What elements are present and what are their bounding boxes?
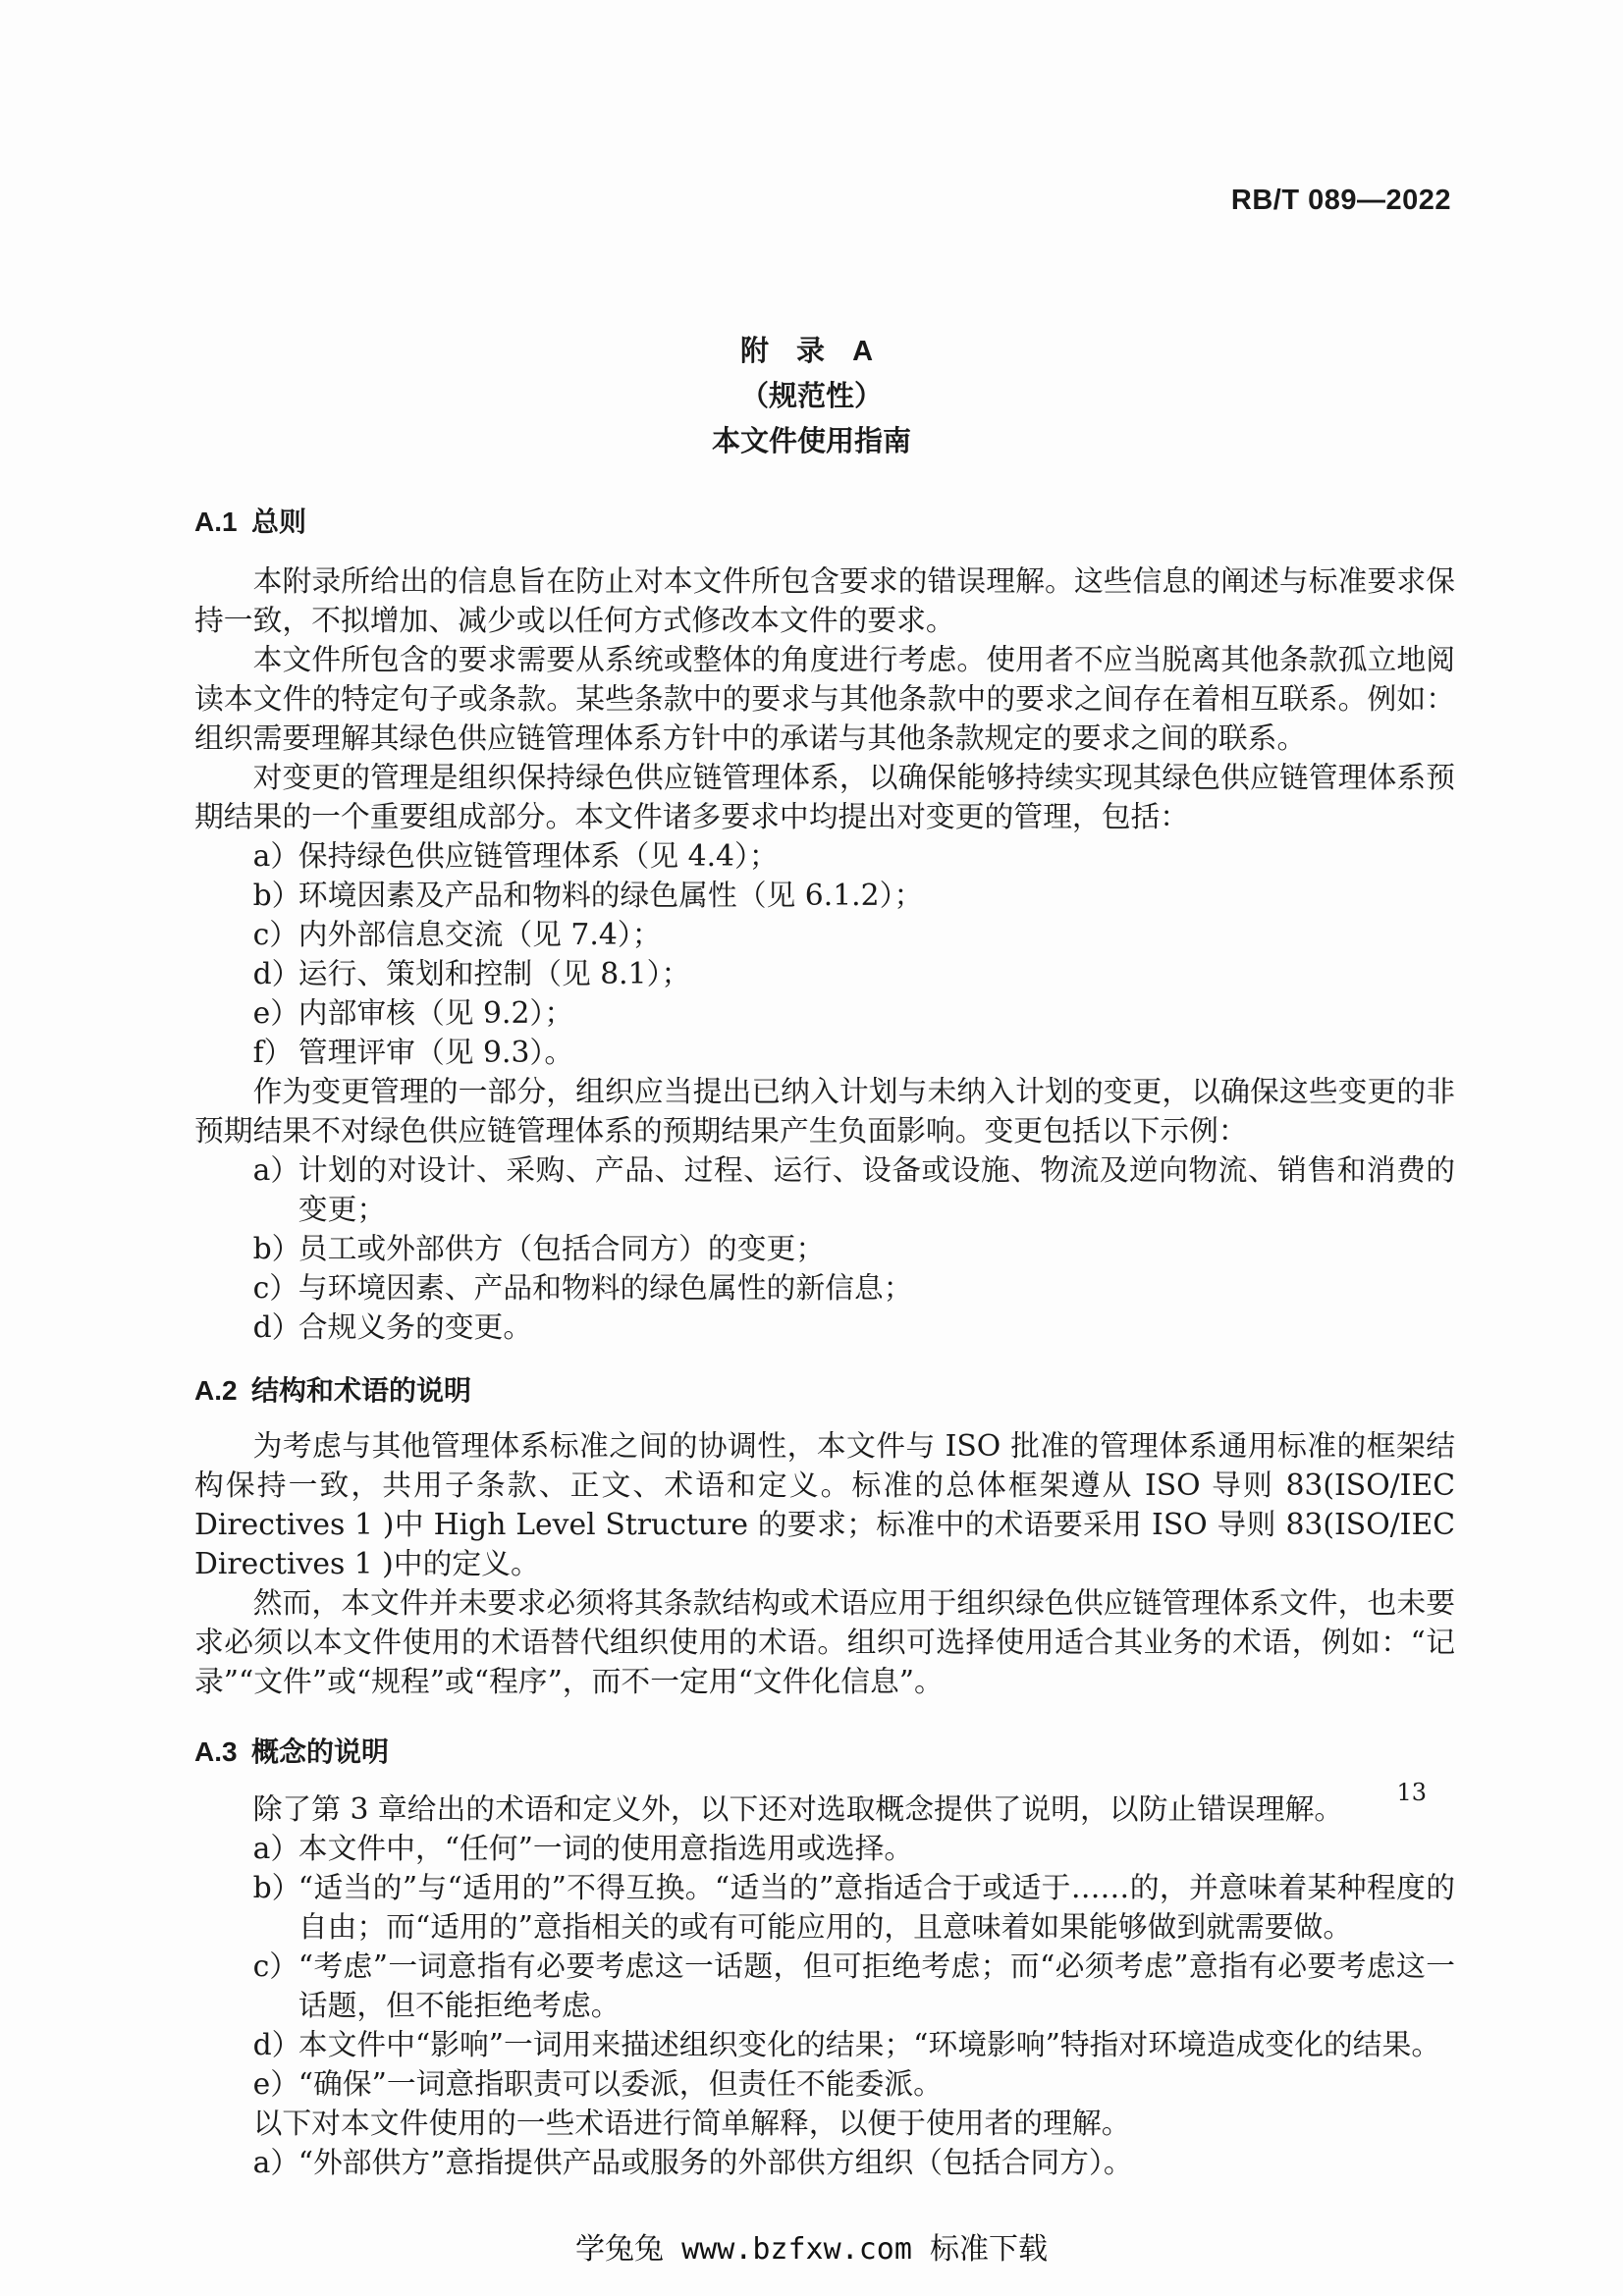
section-heading-a1 — [194, 503, 1455, 542]
paragraph: 为考虑与其他管理体系标准之间的协调性，本文件与 ISO 批准的管理体系通用标准的框架结构保持一致，共用子条款、正文、术语和定义。标准的总体框架遵从 ISO 导则 83(ISO/IEC Directives 1 )中 High Level Structure 的要求；标准中的术语要采用 ISO 导则 83(ISO/IEC Directives 1 )中的定义。 — [194, 1429, 1455, 1581]
list-item-text: “考虑”一词意指有必要考虑这一话题，但可拒绝考虑；而“必须考虑”意指有必要考虑这一话题，但不能拒绝考虑。 — [298, 1949, 1455, 2023]
list-marker: c） — [252, 1949, 299, 1984]
section-number: A.1 — [194, 507, 238, 537]
annex-name: 本文件使用指南 — [711, 426, 911, 457]
list-marker: b） — [252, 1871, 301, 1905]
footer-watermark: 学兔兔 www.bzfxw.com 标准下载 — [575, 2232, 1048, 2267]
list-item-text: 管理评审（见 9.3）。 — [298, 1036, 574, 1070]
list-marker: b） — [252, 879, 301, 913]
list-marker: d） — [252, 1310, 301, 1345]
list-item — [194, 2144, 1455, 2183]
paragraph: 对变更的管理是组织保持绿色供应链管理体系，以确保能够持续实现其绿色供应链管理体系预期结果的一个重要组成部分。本文件诸多要求中均提出对变更的管理，包括： — [194, 761, 1455, 834]
list-item — [194, 1034, 1455, 1073]
list-item-text: “适当的”与“适用的”不得互换。“适当的”意指适合于或适于……的，并意味着某种程度的自由；而“适用的”意指相关的或有可能应用的，且意味着如果能够做到就需要做。 — [298, 1871, 1455, 1945]
list-marker: b） — [252, 1232, 301, 1266]
list-item — [194, 994, 1455, 1034]
paragraph: 本附录所给出的信息旨在防止对本文件所包含要求的错误理解。这些信息的阐述与标准要求保持一致，不拟增加、减少或以任何方式修改本文件的要求。 — [194, 564, 1455, 638]
list-item-text: 合规义务的变更。 — [298, 1310, 533, 1345]
list-marker: d） — [252, 957, 301, 991]
list-marker: a） — [252, 2146, 300, 2180]
list-item — [194, 1308, 1455, 1348]
section-number: A.2 — [194, 1375, 238, 1406]
page-number: 13 — [1396, 1779, 1427, 1806]
list-item-text: 计划的对设计、采购、产品、过程、运行、设备或设施、物流及逆向物流、销售和消费的变更； — [298, 1153, 1455, 1227]
list-marker: c） — [252, 918, 299, 952]
list-item-text: 运行、策划和控制（见 8.1）； — [298, 957, 691, 991]
section-title: 结构和术语的说明 — [251, 1375, 472, 1406]
document-body — [194, 503, 1455, 2183]
section-title: 总则 — [251, 507, 307, 537]
section-heading-a2 — [194, 1371, 1455, 1411]
list-marker: e） — [252, 996, 300, 1031]
list — [194, 1151, 1455, 1348]
annex-type: （规范性） — [739, 381, 883, 412]
paragraph: 然而，本文件并未要求必须将其条款结构或术语应用于组织绿色供应链管理体系文件，也未要求必须以本文件使用的术语替代组织使用的术语。组织可选择使用适合其业务的术语，例如：“记录”“文件”或“规程”或“程序”，而不一定用“文件化信息”。 — [194, 1586, 1455, 1699]
list — [194, 2144, 1455, 2183]
list-item-text: 保持绿色供应链管理体系（见 4.4）； — [298, 839, 779, 874]
list-item — [194, 2065, 1455, 2105]
paragraph: 以下对本文件使用的一些术语进行简单解释，以便于使用者的理解。 — [252, 2107, 1131, 2141]
list-item-text: “确保”一词意指职责可以委派，但责任不能委派。 — [298, 2067, 943, 2102]
list-item-text: 内外部信息交流（见 7.4）； — [298, 918, 662, 952]
paragraph: 本文件所包含的要求需要从系统或整体的角度进行考虑。使用者不应当脱离其他条款孤立地阅读本文件的特定句子或条款。某些条款中的要求与其他条款中的要求之间存在着相互联系。例如：组织需要理解其绿色供应链管理体系方针中的承诺与其他条款规定的要求之间的联系。 — [194, 643, 1455, 756]
list-marker: c） — [252, 1271, 299, 1306]
list-marker: f） — [252, 1036, 294, 1070]
annex-label: 附 录 A — [739, 336, 884, 367]
list-marker: e） — [252, 2067, 300, 2102]
list-item — [194, 837, 1455, 877]
list-marker: a） — [252, 1153, 300, 1188]
list-item-text: 本文件中“影响”一词用来描述组织变化的结果；“环境影响”特指对环境造成变化的结果。 — [298, 2028, 1441, 2062]
list-item — [194, 955, 1455, 994]
list-item-text: 本文件中，“任何”一词的使用意指选用或选择。 — [298, 1832, 914, 1866]
paragraph: 作为变更管理的一部分，组织应当提出已纳入计划与未纳入计划的变更，以确保这些变更的非预期结果不对绿色供应链管理体系的预期结果产生负面影响。变更包括以下示例： — [194, 1075, 1455, 1148]
list-item — [194, 1869, 1455, 1948]
list-item — [194, 916, 1455, 955]
list-marker: d） — [252, 2028, 301, 2062]
list — [194, 837, 1455, 1073]
list-item-text: 员工或外部供方（包括合同方）的变更； — [298, 1232, 826, 1266]
list-item — [194, 2026, 1455, 2065]
list-item — [194, 1830, 1455, 1869]
list-item — [194, 1948, 1455, 2026]
paragraph: 除了第 3 章给出的术语和定义外，以下还对选取概念提供了说明，以防止错误理解。 — [252, 1792, 1344, 1827]
section-heading-a3 — [194, 1733, 1455, 1772]
annex-title-block — [0, 329, 1623, 464]
list — [194, 1830, 1455, 2105]
standard-code: RB/T 089—2022 — [1230, 185, 1451, 216]
list-item-text: 内部审核（见 9.2）； — [298, 996, 574, 1031]
list-item-text: 与环境因素、产品和物料的绿色属性的新信息； — [298, 1271, 913, 1306]
section-number: A.3 — [194, 1736, 238, 1767]
list-item — [194, 1230, 1455, 1269]
list-item-text: 环境因素及产品和物料的绿色属性（见 6.1.2）； — [298, 879, 924, 913]
section-title: 概念的说明 — [251, 1736, 390, 1767]
list-item — [194, 1269, 1455, 1308]
list-item-text: “外部供方”意指提供产品或服务的外部供方组织（包括合同方）。 — [298, 2146, 1133, 2180]
list-marker: a） — [252, 839, 300, 874]
list-item — [194, 877, 1455, 916]
list-marker: a） — [252, 1832, 300, 1866]
list-item — [194, 1151, 1455, 1230]
